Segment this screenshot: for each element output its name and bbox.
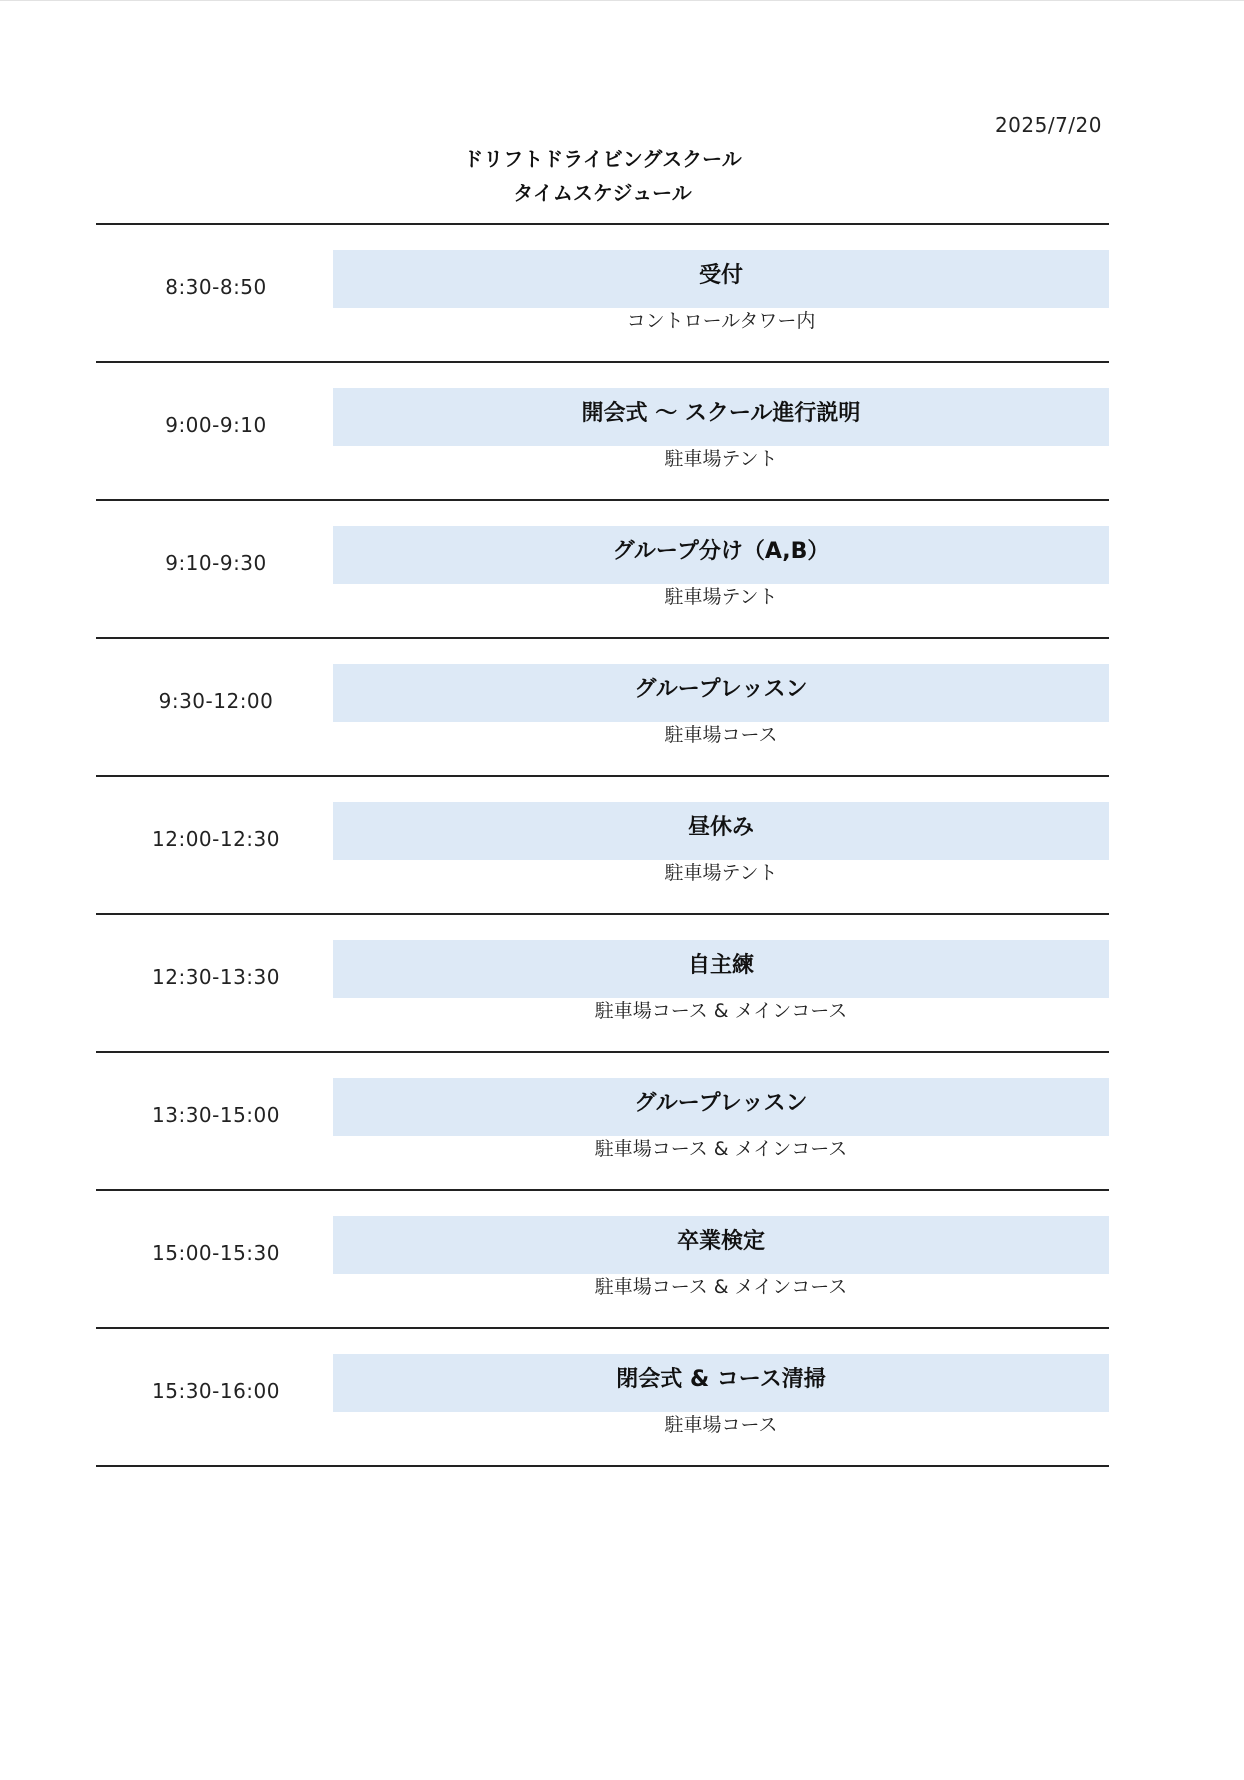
schedule-row: [96, 1053, 1109, 1191]
schedule-location: 駐車場コース: [664, 1414, 778, 1436]
page-top-border: [0, 0, 1244, 1]
schedule-activity: 卒業検定: [333, 1216, 1109, 1274]
schedule-row: [96, 777, 1109, 915]
title-line-schedule: タイムスケジュール: [513, 181, 692, 205]
schedule-time: 15:30-16:00: [152, 1379, 280, 1403]
schedule-activity: 自主練: [333, 940, 1109, 998]
schedule-row: [96, 915, 1109, 1053]
schedule-row: [96, 639, 1109, 777]
schedule-time: 9:10-9:30: [165, 551, 267, 575]
schedule-location: 駐車場テント: [664, 586, 778, 608]
schedule-table: [96, 223, 1109, 1467]
schedule-time: 12:00-12:30: [152, 827, 280, 851]
schedule-time: 15:00-15:30: [152, 1241, 280, 1265]
schedule-location: 駐車場コース & メインコース: [594, 1138, 848, 1160]
schedule-row: [96, 1329, 1109, 1467]
schedule-activity: グループレッスン: [333, 664, 1109, 722]
schedule-activity: グループレッスン: [333, 1078, 1109, 1136]
schedule-time: 9:30-12:00: [158, 689, 274, 713]
schedule-location: 駐車場テント: [664, 862, 778, 884]
document-title: [0, 142, 1205, 210]
schedule-activity: 昼休み: [333, 802, 1109, 860]
schedule-activity: 閉会式 & コース清掃: [333, 1354, 1109, 1412]
schedule-time: 8:30-8:50: [165, 275, 267, 299]
schedule-row: [96, 501, 1109, 639]
schedule-location: 駐車場テント: [664, 448, 778, 470]
title-line-school: ドリフトドライビングスクール: [463, 147, 742, 171]
schedule-location: 駐車場コース & メインコース: [594, 1276, 848, 1298]
schedule-time: 12:30-13:30: [152, 965, 280, 989]
schedule-row: [96, 1191, 1109, 1329]
document-date: 2025/7/20: [994, 113, 1102, 137]
schedule-location: コントロールタワー内: [626, 310, 816, 332]
schedule-activity: 開会式 ～ スクール進行説明: [333, 388, 1109, 446]
schedule-activity: グループ分け（A,B）: [333, 526, 1109, 584]
schedule-activity: 受付: [333, 250, 1109, 308]
schedule-time: 9:00-9:10: [165, 413, 267, 437]
schedule-row: [96, 363, 1109, 501]
schedule-time: 13:30-15:00: [152, 1103, 280, 1127]
schedule-location: 駐車場コース & メインコース: [594, 1000, 848, 1022]
schedule-row: [96, 225, 1109, 363]
schedule-location: 駐車場コース: [664, 724, 778, 746]
